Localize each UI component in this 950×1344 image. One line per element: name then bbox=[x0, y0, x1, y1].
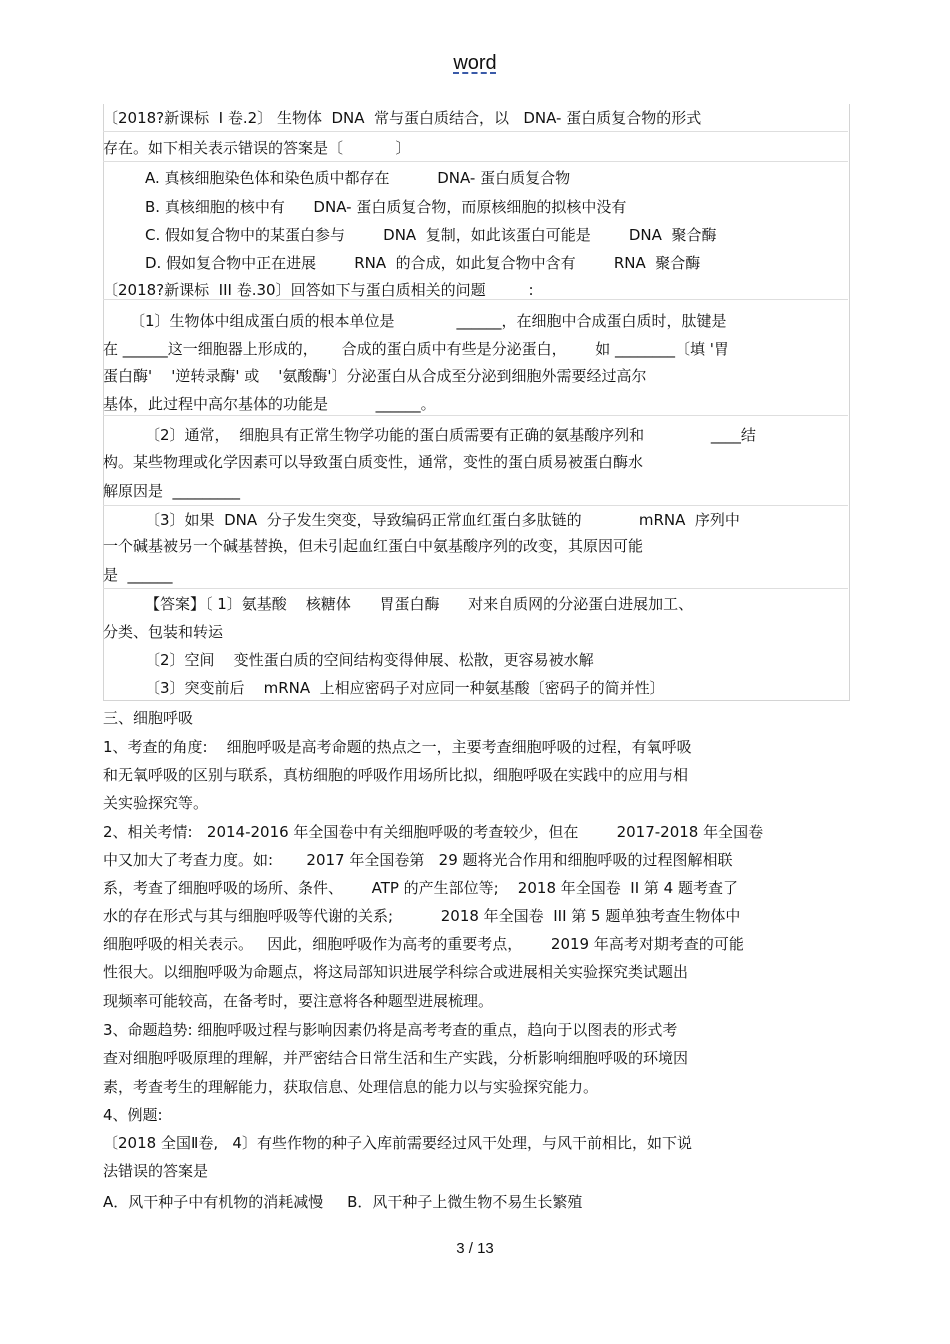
q1-option-d: D. 假如复合物中正在进展 RNA 的合成，如此复合物中含有 RNA 聚合酶 bbox=[145, 254, 701, 272]
q2-answer-part3: 〔3〕突变前后 mRNA 上相应密码子对应同一种氨基酸〔密码子的简并性〕 bbox=[145, 679, 665, 697]
section-heading: 三、细胞呼吸 bbox=[103, 709, 194, 727]
paragraph-2-cont: 性很大。以细胞呼吸为命题点，将这局部知识进展学科综合或进展相关实验探究类试题出 bbox=[103, 963, 689, 981]
q2-part2-cont: 解原因是 _________ bbox=[103, 482, 241, 500]
box-divider bbox=[103, 505, 848, 506]
q2-part3-cont: 一个碱基被另一个碱基替换，但未引起血红蛋白中氨基酸序列的改变，其原因可能 bbox=[103, 537, 644, 555]
paragraph-2-cont: 水的存在形式与其与细胞呼吸等代谢的关系; 2018 年全国卷 III 第 5 题单独考查生物体中 bbox=[103, 907, 741, 925]
q2-part1-cont: 基体，此过程中高尔基体的功能是 ______。 bbox=[103, 395, 436, 413]
paragraph-2-cont: 现频率可能较高，在备考时，要注意将各种题型进展梳理。 bbox=[103, 992, 494, 1010]
paragraph-2-cont: 中又加大了考查力度。如: 2017 年全国卷第 29 题将光合作用和细胞呼吸的过程图解相联 bbox=[103, 851, 733, 869]
box-divider bbox=[103, 161, 848, 162]
paragraph-3: 3、命题趋势: 细胞呼吸过程与影响因素仍将是高考考查的重点，趋向于以图表的形式考 bbox=[103, 1021, 678, 1039]
page-number: 3 / 13 bbox=[456, 1240, 494, 1257]
document-title: word bbox=[453, 52, 497, 74]
example-question-cont: 法错误的答案是 bbox=[103, 1162, 209, 1180]
paragraph-3-cont: 素，考查考生的理解能力，获取信息、处理信息的能力以与实验探究能力。 bbox=[103, 1078, 599, 1096]
paragraph-1: 1、考查的角度: 细胞呼吸是高考命题的热点之一，主要考查细胞呼吸的过程，有氧呼吸 bbox=[103, 738, 692, 756]
paragraph-2: 2、相关考情: 2014-2016 年全国卷中有关细胞呼吸的考查较少，但在 2017-2018 年全国卷 bbox=[103, 823, 764, 841]
paragraph-1-cont: 和无氧呼吸的区别与联系，真枋细胞的呼吸作用场所比拟，细胞呼吸在实践中的应用与相 bbox=[103, 766, 689, 784]
q2-part3-cont: 是 ______ bbox=[103, 566, 173, 584]
box-divider bbox=[103, 415, 848, 416]
q2-header: 〔2018?新课标 III 卷.30〕回答如下与蛋白质相关的问题 : bbox=[103, 281, 534, 299]
q1-option-a: A. 真核细胞染色体和染色质中都存在 DNA- 蛋白质复合物 bbox=[145, 169, 571, 187]
example-options: A．风干种子中有机物的消耗减慢 B．风干种子上微生物不易生长繁殖 bbox=[103, 1193, 583, 1211]
q1-option-b: B. 真核细胞的核中有 DNA- 蛋白质复合物，而原核细胞的拟核中没有 bbox=[145, 198, 627, 216]
q1-stem-cont: 存在。如下相关表示错误的答案是〔 〕 bbox=[103, 139, 411, 157]
example-heading: 4、例题: bbox=[103, 1106, 163, 1124]
q2-part3: 〔3〕如果 DNA 分子发生突变，导致编码正常血红蛋白多肽链的 mRNA 序列中 bbox=[145, 511, 740, 529]
box-divider bbox=[103, 131, 848, 132]
q2-part2-cont: 构。某些物理或化学因素可以导致蛋白质变性，通常，变性的蛋白质易被蛋白酶水 bbox=[103, 453, 644, 471]
q2-part1: 〔1〕生物体中组成蛋白质的根本单位是 ______，在细胞中合成蛋白质时，肽键是 bbox=[130, 312, 727, 330]
paragraph-2-cont: 系，考查了细胞呼吸的场所、条件、 ATP 的产生部位等; 2018 年全国卷 II 第 4 题考查了 bbox=[103, 879, 738, 897]
q2-answer-part2: 〔2〕空间 变性蛋白质的空间结构变得伸展、松散，更容易被水解 bbox=[145, 651, 594, 669]
q2-part2: 〔2〕通常， 细胞具有正常生物学功能的蛋白质需要有正确的氨基酸序列和 ____结 bbox=[145, 426, 756, 444]
paragraph-3-cont: 查对细胞呼吸原理的理解，并严密结合日常生活和生产实践，分析影响细胞呼吸的环境因 bbox=[103, 1049, 689, 1067]
paragraph-1-cont: 关实验探究等。 bbox=[103, 794, 209, 812]
box-divider bbox=[103, 588, 848, 589]
q1-stem: 〔2018?新课标 I 卷.2〕 生物体 DNA 常与蛋白质结合，以 DNA- 蛋白质复合物的形式 bbox=[103, 109, 702, 127]
q2-part1-cont: 在 ______这一细胞器上形成的， 合成的蛋白质中有些是分泌蛋白， 如 ________〔填 '胃 bbox=[103, 340, 729, 358]
q2-part1-cont: 蛋白酶' '逆转录酶' 或 '氨酸酶'〕分泌蛋白从合成至分泌到细胞外需要经过高尔 bbox=[103, 367, 647, 385]
q1-option-c: C. 假如复合物中的某蛋白参与 DNA 复制，如此该蛋白可能是 DNA 聚合酶 bbox=[145, 226, 717, 244]
paragraph-2-cont: 细胞呼吸的相关表示。 因此，细胞呼吸作为高考的重要考点， 2019 年高考对期考查的可能 bbox=[103, 935, 744, 953]
q2-answer: 【答案】〔 1〕氨基酸 核糖体 胃蛋白酶 对来自质网的分泌蛋白进展加工、 bbox=[145, 595, 694, 613]
example-question: 〔2018 全国Ⅱ卷, 4〕有些作物的种子入库前需要经过风干处理，与风干前相比，如下说 bbox=[103, 1134, 692, 1152]
q2-answer-cont: 分类、包装和转运 bbox=[103, 623, 224, 641]
